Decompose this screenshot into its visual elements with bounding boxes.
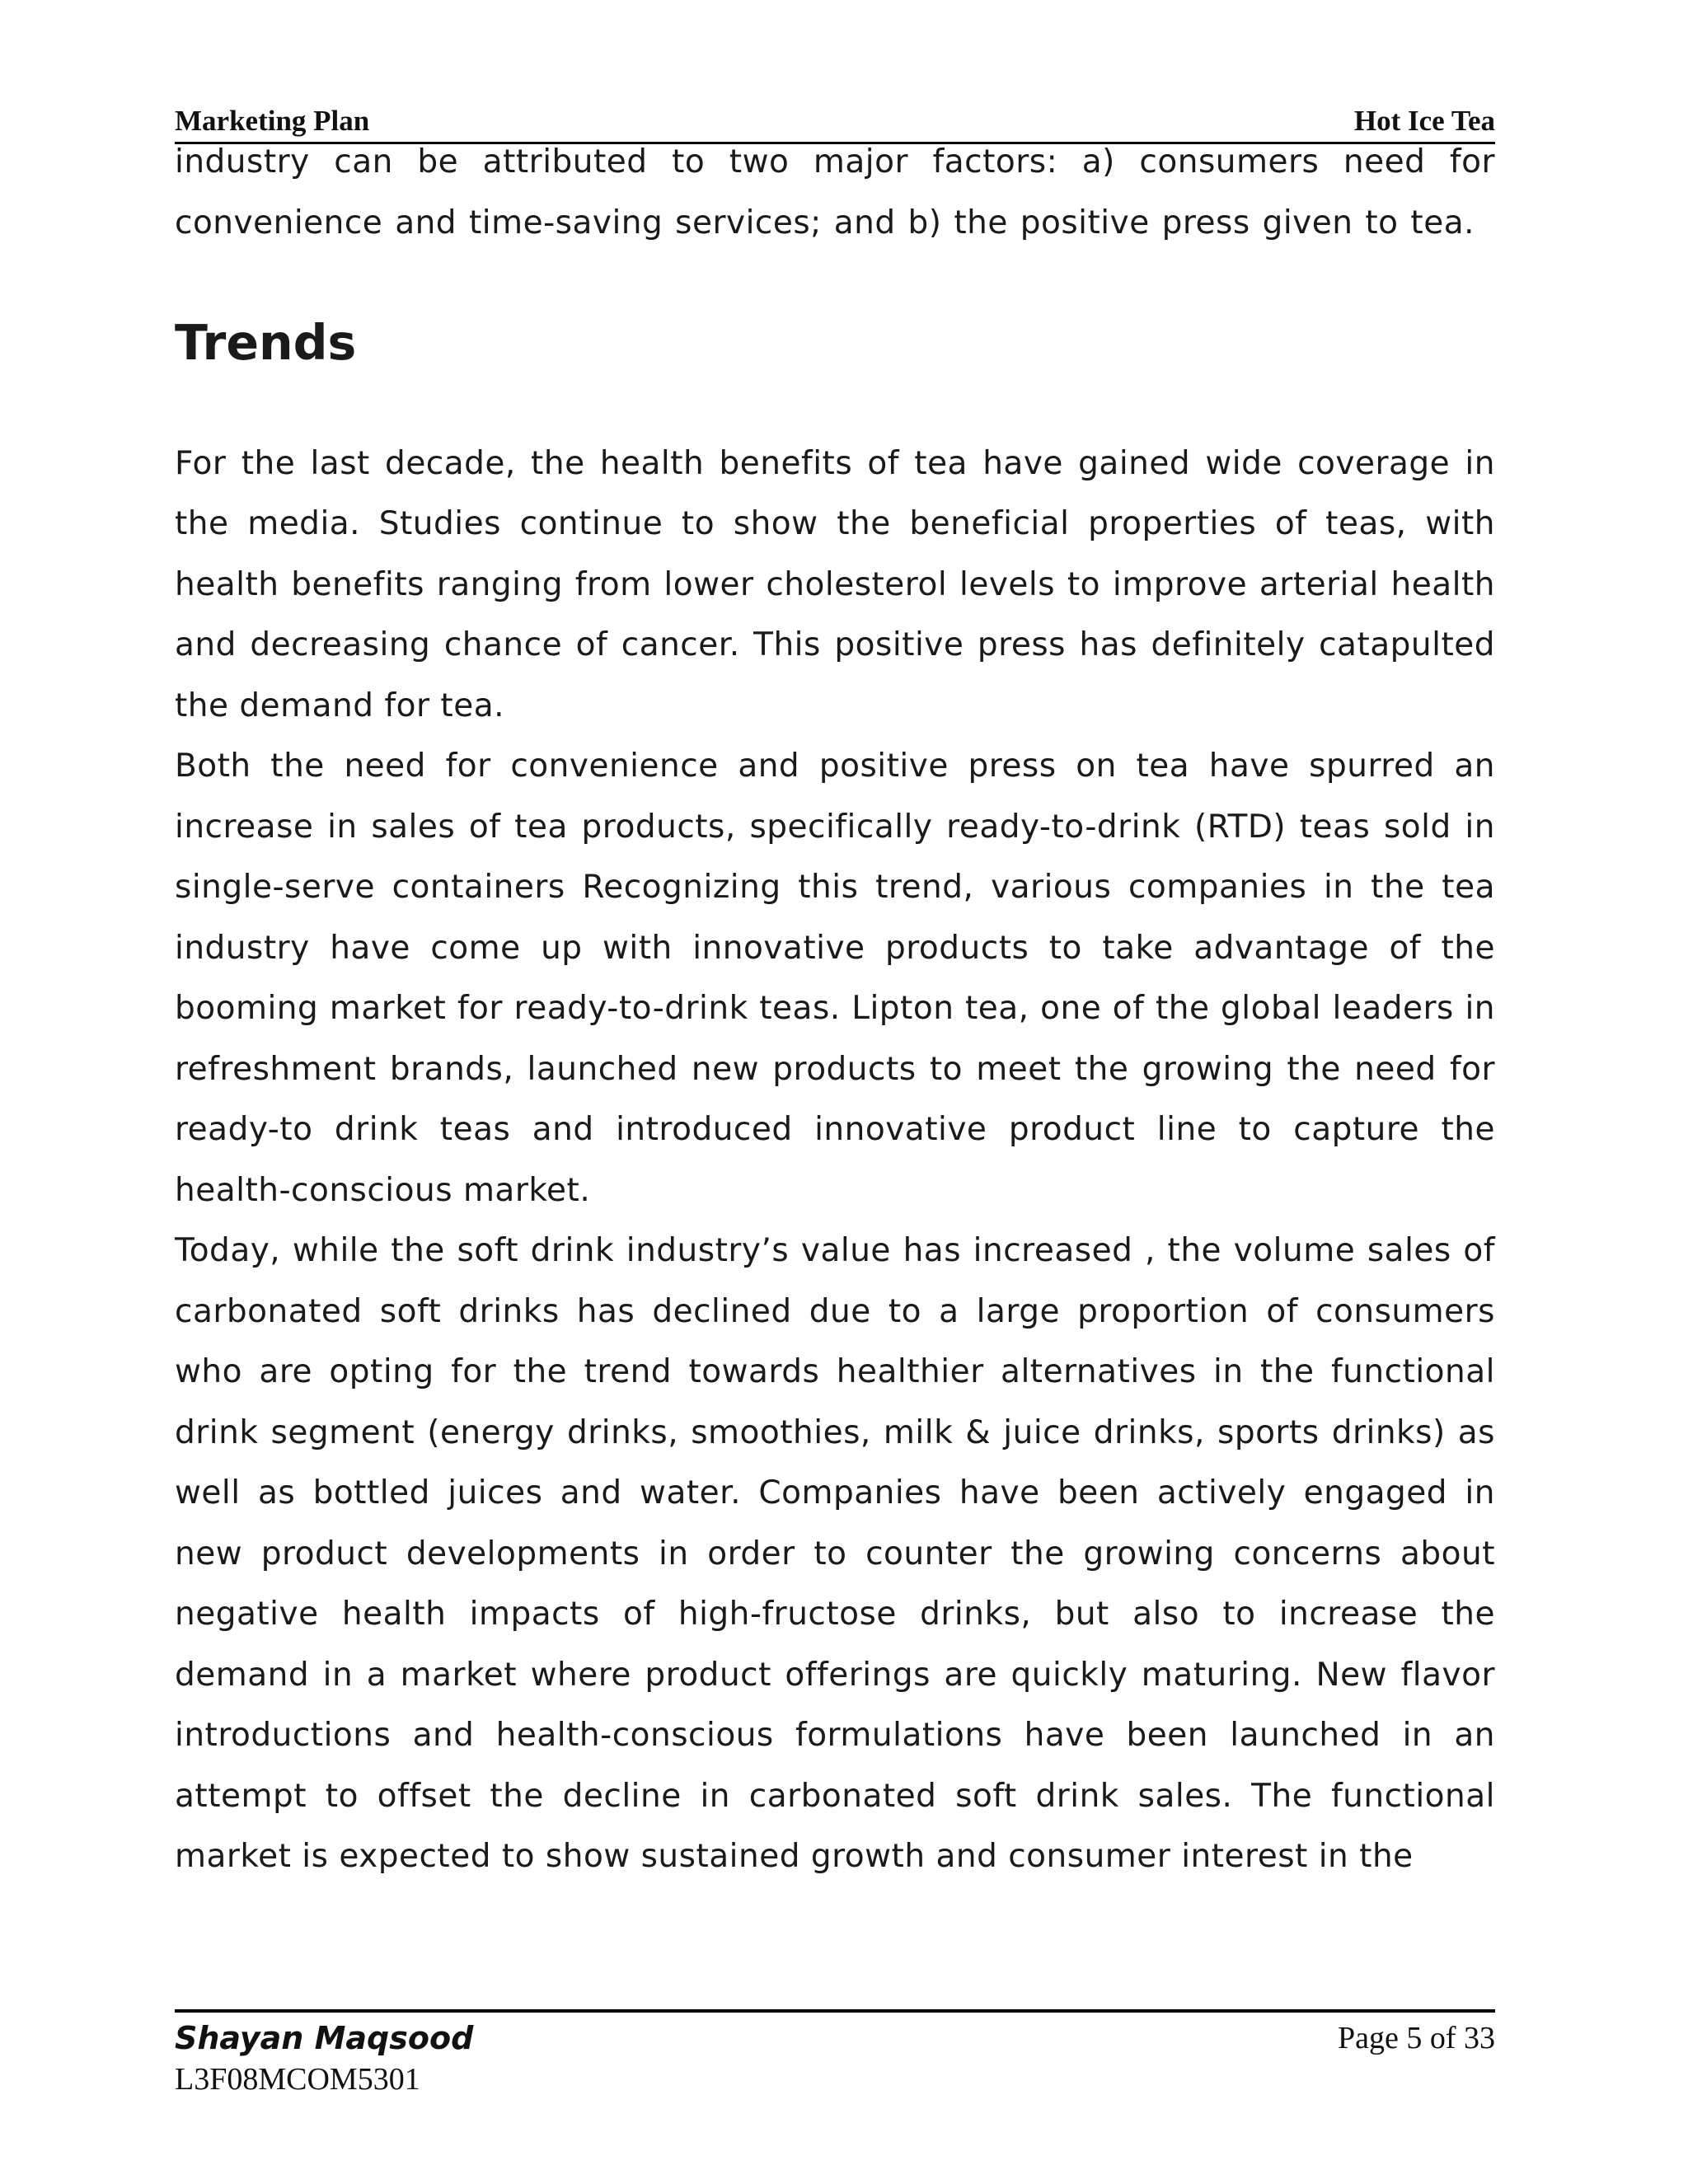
footer-divider xyxy=(175,2009,1495,2013)
spacer xyxy=(175,374,1495,434)
section-heading-trends: Trends xyxy=(175,315,357,371)
trends-paragraph-1: For the last decade, the health benefits of tea have gained wide coverage in the media. Studies continue to show the beneficial properties of teas, with health benefits ranging from lower cholesterol levels to improve arterial health and decreasing chance of cancer. This positive press has definitely catapulted the demand for tea. xyxy=(175,444,1495,724)
footer-author: Shayan Maqsood xyxy=(175,2020,474,2056)
page-body xyxy=(175,132,1495,1887)
intro-paragraph: industry can be attributed to two major factors: a) consumers need for convenience and time-saving services; and b) the positive press given to tea. xyxy=(175,143,1495,241)
header-document-title: Marketing Plan xyxy=(175,105,370,137)
spacer xyxy=(175,253,1495,313)
footer-page-number: Page 5 of 33 xyxy=(1337,2021,1495,2055)
header-product-name: Hot Ice Tea xyxy=(1353,105,1495,137)
footer-student-code: L3F08MCOM5301 xyxy=(175,2062,420,2097)
trends-paragraph-3: Today, while the soft drink industry’s value has increased , the volume sales of carbonated soft drinks has declined due to a large proportion of consumers who are opting for the trend towards healthier alternatives in the functional drink segment (energy drinks, smoothies, milk & juice drinks, sports drinks) as well as bottled juices and water. Companies have been actively engaged in new product developments in order to counter the growing concerns about negative health impacts of high-fructose drinks, but also to increase the demand in a market where product offerings are quickly maturing. New flavor introductions and health-conscious formulations have been launched in an attempt to offset the decline in carbonated soft drink sales. The functional market is expected to show sustained growth and consumer interest in the xyxy=(175,1232,1495,1875)
trends-paragraph-2: Both the need for convenience and positive press on tea have spurred an increase in sales of tea products, specifically ready-to-drink (RTD) teas sold in single-serve containers Recognizing this trend, various companies in the tea industry have come up with innovative products to take advantage of the booming market for ready-to-drink teas. Lipton tea, one of the global leaders in refreshment brands, launched new products to meet the growing the need for ready-to drink teas and introduced innovative product line to capture the health-conscious market. xyxy=(175,748,1495,1209)
